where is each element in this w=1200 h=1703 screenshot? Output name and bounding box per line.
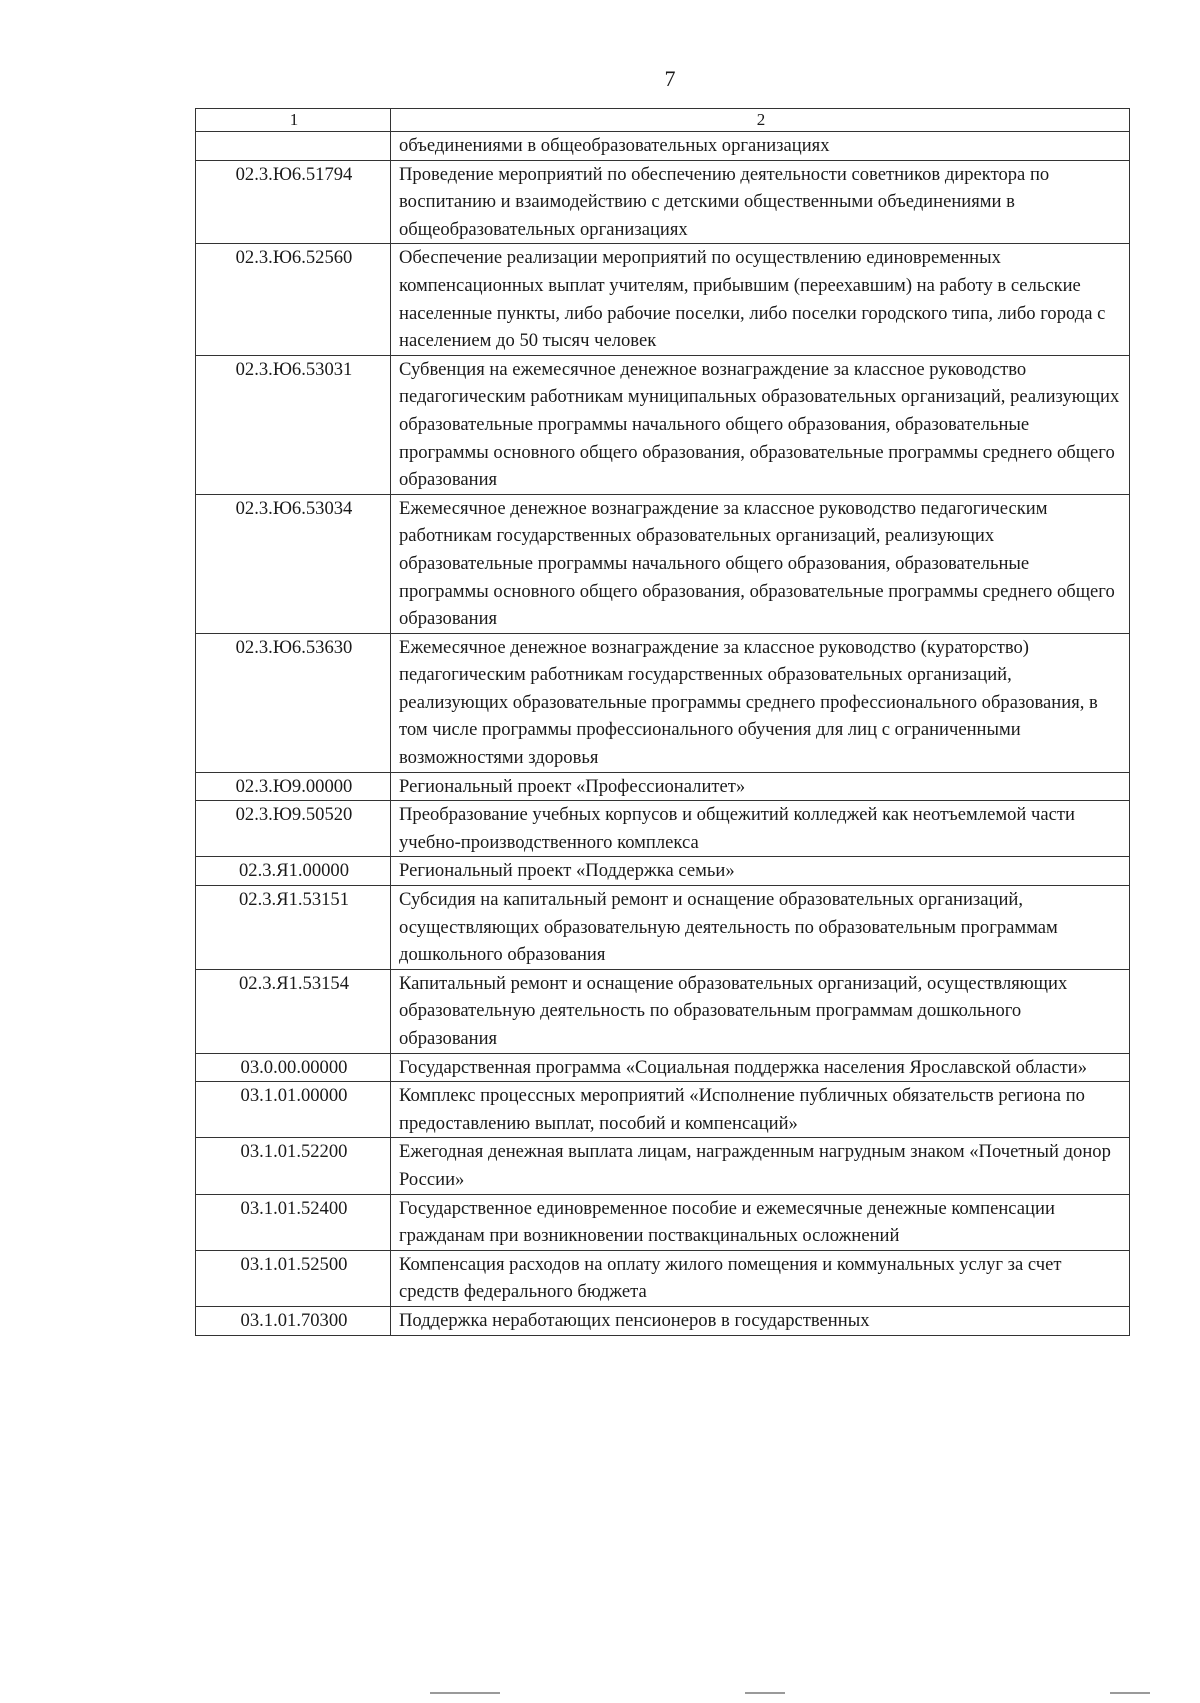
row-code: 02.3.Ю6.51794 [196, 160, 391, 244]
row-description: Региональный проект «Профессионалитет» [391, 772, 1130, 801]
table-row [196, 1138, 1130, 1194]
row-description: Ежегодная денежная выплата лицам, награжденным нагрудным знаком «Почетный донор России» [391, 1138, 1130, 1194]
scan-edge-marks [0, 1690, 1200, 1700]
row-description: Субвенция на ежемесячное денежное вознаграждение за классное руководство педагогическим работникам муниципальных образовательных организаций, реализующих образовательные программы начального общего образования, образовательные программы основного общего образования, образовательные программы среднего общего образования [391, 355, 1130, 494]
column-header-description: 2 [391, 109, 1130, 132]
page-number: 7 [664, 66, 676, 91]
row-code [196, 132, 391, 161]
column-header-code: 1 [196, 109, 391, 132]
row-description: Поддержка неработающих пенсионеров в государственных [391, 1306, 1130, 1335]
table-row [196, 355, 1130, 494]
row-code: 02.3.Ю9.00000 [196, 772, 391, 801]
row-code: 02.3.Я1.53154 [196, 969, 391, 1053]
row-code: 02.3.Ю9.50520 [196, 801, 391, 857]
table-row [196, 969, 1130, 1053]
row-description: Проведение мероприятий по обеспечению деятельности советников директора по воспитанию и взаимодействию с детскими общественными объединениями в общеобразовательных организациях [391, 160, 1130, 244]
row-description: Капитальный ремонт и оснащение образовательных организаций, осуществляющих образовательную деятельность по образовательным программам дошкольного образования [391, 969, 1130, 1053]
table-row [196, 886, 1130, 970]
table-row [196, 633, 1130, 772]
row-code: 03.1.01.52500 [196, 1250, 391, 1306]
row-description: Государственная программа «Социальная поддержка населения Ярославской области» [391, 1053, 1130, 1082]
row-description: Ежемесячное денежное вознаграждение за классное руководство (кураторство) педагогическим работникам государственных образовательных организаций, реализующих образовательные программы среднего профессионального образования, в том числе программы профессионального обучения для лиц с ограниченными возможностями здоровья [391, 633, 1130, 772]
row-description: Комплекс процессных мероприятий «Исполнение публичных обязательств региона по предоставлению выплат, пособий и компенсаций» [391, 1082, 1130, 1138]
row-code: 03.0.00.00000 [196, 1053, 391, 1082]
table-row [196, 1194, 1130, 1250]
row-description: Государственное единовременное пособие и ежемесячные денежные компенсации гражданам при возникновении поствакцинальных осложнений [391, 1194, 1130, 1250]
row-description: Ежемесячное денежное вознаграждение за классное руководство педагогическим работникам государственных образовательных организаций, реализующих образовательные программы начального общего образования, образовательные программы основного общего образования, образовательные программы среднего общего образования [391, 494, 1130, 633]
table-body [196, 132, 1130, 1336]
row-code: 02.3.Ю6.53034 [196, 494, 391, 633]
table-row [196, 1053, 1130, 1082]
table-row [196, 1306, 1130, 1335]
row-description: Обеспечение реализации мероприятий по осуществлению единовременных компенсационных выплат учителям, прибывшим (переехавшим) на работу в сельские населенные пункты, либо рабочие поселки, либо поселки городского типа, либо города с населением до 50 тысяч человек [391, 244, 1130, 355]
row-code: 02.3.Ю6.53031 [196, 355, 391, 494]
row-code: 03.1.01.00000 [196, 1082, 391, 1138]
row-code: 02.3.Ю6.53630 [196, 633, 391, 772]
table-header-row [196, 109, 1130, 132]
table-row [196, 160, 1130, 244]
row-code: 02.3.Ю6.52560 [196, 244, 391, 355]
table-row [196, 244, 1130, 355]
budget-codes-table [195, 108, 1130, 1336]
row-description: Компенсация расходов на оплату жилого помещения и коммунальных услуг за счет средств федерального бюджета [391, 1250, 1130, 1306]
table-row [196, 1082, 1130, 1138]
row-code: 02.3.Я1.53151 [196, 886, 391, 970]
row-description: Субсидия на капитальный ремонт и оснащение образовательных организаций, осуществляющих образовательную деятельность по образовательным программам дошкольного образования [391, 886, 1130, 970]
table-row [196, 801, 1130, 857]
table-row [196, 494, 1130, 633]
row-code: 03.1.01.70300 [196, 1306, 391, 1335]
table-row [196, 857, 1130, 886]
table-row [196, 772, 1130, 801]
row-description: Региональный проект «Поддержка семьи» [391, 857, 1130, 886]
table-row [196, 132, 1130, 161]
row-description: Преобразование учебных корпусов и общежитий колледжей как неотъемлемой части учебно-производственного комплекса [391, 801, 1130, 857]
row-code: 03.1.01.52200 [196, 1138, 391, 1194]
table-row [196, 1250, 1130, 1306]
row-code: 02.3.Я1.00000 [196, 857, 391, 886]
row-code: 03.1.01.52400 [196, 1194, 391, 1250]
row-description: объединениями в общеобразовательных организациях [391, 132, 1130, 161]
